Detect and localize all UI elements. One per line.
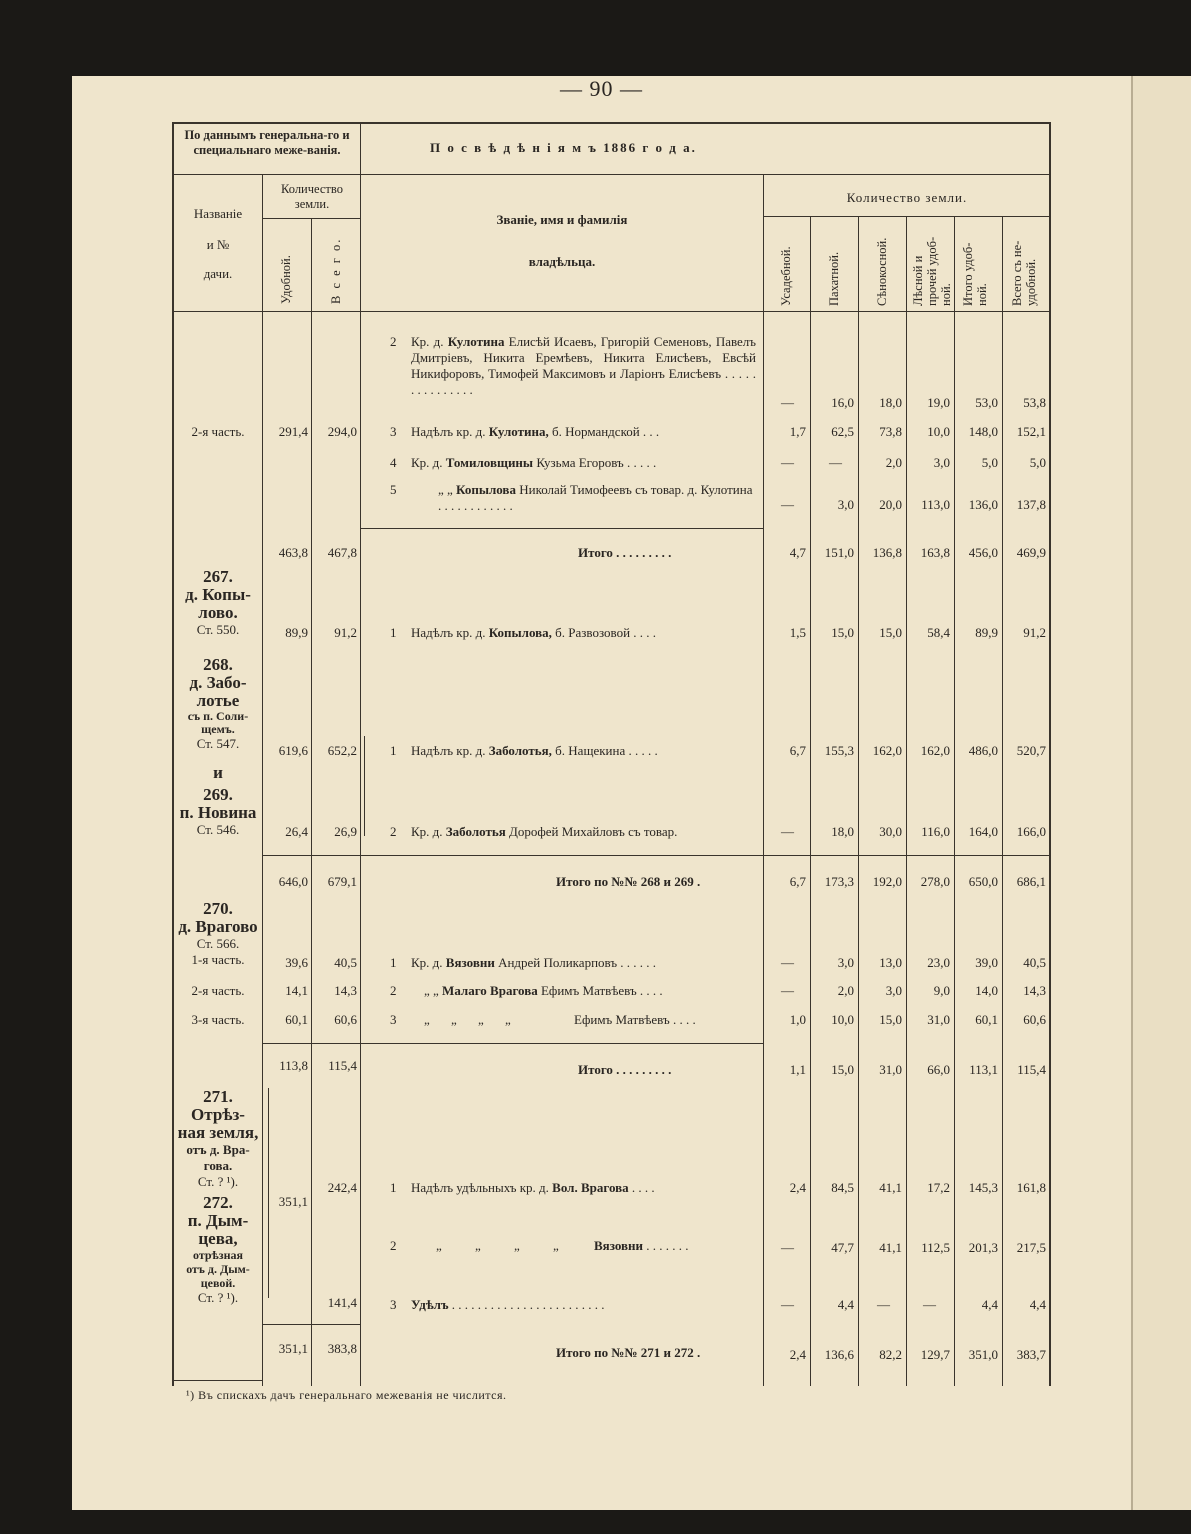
brace-271-272-right (360, 1088, 367, 1298)
owner-cell: Кр. д. Томиловщины Кузьма Егоровъ . . . . . (411, 455, 657, 470)
owner-cell: Кр. д. Заболотья Дорофей Михайловъ съ товар. (411, 824, 678, 839)
cell-us: 4,7 (789, 545, 806, 560)
cell-le: 66,0 (927, 1062, 950, 1077)
dacha-sub-line: съ п. Соли- (187, 709, 249, 723)
cell-us: — (781, 1297, 794, 1312)
dacha-number: 268. (203, 655, 233, 674)
cell-it: 456,0 (968, 545, 998, 560)
dacha-name-line: ная земля, (177, 1123, 259, 1142)
cell-vs: 137,8 (1016, 497, 1046, 512)
cell-le: 113,0 (921, 497, 950, 512)
row-num: 2 (390, 824, 397, 839)
cell-it: 351,0 (968, 1347, 998, 1362)
cell-vsego: 294,0 (327, 424, 357, 439)
row-num: 3 (390, 424, 397, 439)
cell-vs: 686,1 (1016, 874, 1046, 889)
header-left-group: По даннымъ генеральна-го и специальнаго меже-ванія. (184, 128, 350, 157)
cell-se: 73,8 (879, 424, 902, 439)
dacha-number: 270. (203, 899, 233, 918)
col-sep-pa (858, 216, 859, 1386)
dacha-name-line: лотье (196, 691, 240, 710)
header-qty-left: Количество земли. (281, 182, 343, 211)
cell-it: 14,0 (975, 983, 998, 998)
cell-se: 15,0 (879, 625, 902, 640)
cell-se: 162,0 (872, 743, 902, 758)
dacha-sub-line: отъ д. Дым- (186, 1262, 250, 1276)
footnote: ¹) Въ спискахъ дачъ генеральнаго межеванія не числится. (186, 1388, 507, 1402)
cell-it: 5,0 (981, 455, 998, 470)
owner-rule (360, 528, 763, 529)
brace-268-269 (358, 736, 365, 836)
cell-se: 20,0 (879, 497, 902, 512)
header-bottom-rule (172, 311, 1050, 312)
rule-268-269 (262, 855, 1050, 856)
row-num: 1 (390, 743, 397, 758)
table-right-border (1049, 122, 1051, 1386)
cell-us: — (781, 395, 794, 410)
cell-it: 53,0 (975, 395, 998, 410)
cell-vsego: 242,4 (327, 1180, 357, 1195)
cell-it: 145,3 (968, 1180, 998, 1195)
cell-pa: 10,0 (831, 1012, 854, 1027)
cell-pa: 16,0 (831, 395, 854, 410)
cell-vs: 91,2 (1023, 625, 1046, 640)
owner-cell: Надѣлъ кр. д. Копылова, б. Развозовой . . . . (411, 625, 657, 640)
col-sep-name (262, 174, 263, 1386)
cell-pa: 62,5 (831, 424, 854, 439)
table-bottom-rule (172, 1380, 262, 1381)
table-top-rule (172, 122, 1050, 124)
cell-vs: 115,4 (1017, 1062, 1046, 1077)
dacha-and: и (213, 763, 223, 782)
cell-it: 148,0 (968, 424, 998, 439)
dacha-271 (174, 1088, 262, 1190)
owner-cell: Вязовни . . . . . . . (594, 1238, 689, 1253)
cell-it: 486,0 (968, 743, 998, 758)
total-label: Итого по №№ 271 и 272 . (556, 1345, 701, 1360)
dacha-number: 271. (203, 1087, 233, 1106)
dacha-name-line: д. Забо- (189, 673, 247, 692)
page-number: — 90 — (560, 76, 643, 101)
dacha-name-line: отъ д. Вра- (186, 1142, 250, 1157)
cell-udob: 89,9 (285, 625, 308, 640)
dacha-name-line: д. Копы- (185, 585, 251, 604)
cell-vsego: 91,2 (334, 625, 357, 640)
cell-vs: 217,5 (1016, 1240, 1046, 1255)
qty-rule (262, 1324, 360, 1325)
row-name: 2-я часть. (191, 983, 245, 998)
cell-le: 3,0 (933, 455, 950, 470)
cell-us: — (781, 1240, 794, 1255)
cell-vs: 520,7 (1016, 743, 1046, 758)
owner-cell-quotes: „ „ „ „ (424, 1012, 511, 1027)
header-owner-2: владѣльца. (528, 254, 596, 269)
dacha-270 (174, 900, 262, 968)
cell-us: 1,5 (789, 625, 806, 640)
row-num: 1 (390, 955, 397, 970)
cell-us: 1,1 (789, 1062, 806, 1077)
cell-se: 31,0 (879, 1062, 902, 1077)
cell-udob: 26,4 (285, 824, 308, 839)
cell-it: 164,0 (968, 824, 998, 839)
cell-vs: 40,5 (1023, 955, 1046, 970)
dacha-st: Ст. 546. (196, 822, 240, 837)
cell-se: 2,0 (885, 455, 902, 470)
dacha-name-line: лово. (198, 603, 238, 622)
header-it: Итого удоб-ной. (961, 242, 989, 306)
cell-vs: 14,3 (1023, 983, 1046, 998)
owner-cell: Кр. д. Вязовни Андрей Поликарповъ . . . . . . (411, 955, 657, 970)
dacha-sub-line: цевой. (200, 1276, 236, 1290)
cell-vsego: 14,3 (334, 983, 357, 998)
cell-vsego: 26,9 (334, 824, 357, 839)
cell-vsego: 652,2 (327, 743, 357, 758)
row-num: 1 (390, 625, 397, 640)
cell-le: 162,0 (920, 743, 950, 758)
row-name: 3-я часть. (191, 1012, 245, 1027)
cell-it: 89,9 (975, 625, 998, 640)
cell-le: 9,0 (933, 983, 950, 998)
col-sep-se (906, 216, 907, 1386)
cell-vs: 161,8 (1016, 1180, 1046, 1195)
header-owner-1: Званіе, имя и фамилія (496, 212, 628, 227)
header-se: Сѣнокосной. (875, 237, 889, 306)
cell-udob: 60,1 (285, 1012, 308, 1027)
header-pa: Пахатной. (827, 251, 841, 306)
cell-it: 60,1 (975, 1012, 998, 1027)
cell-pa: 15,0 (831, 625, 854, 640)
cell-it: 39,0 (975, 955, 998, 970)
header-vs: Всего съ не-удобной. (1010, 240, 1038, 306)
row-num: 2 (390, 334, 397, 349)
cell-se: 18,0 (879, 395, 902, 410)
dacha-267 (174, 568, 262, 638)
cell-vsego: 60,6 (334, 1012, 357, 1027)
dacha-272 (174, 1194, 262, 1306)
dacha-part: 1-я часть. (191, 952, 245, 967)
cell-us: — (781, 955, 794, 970)
cell-pa: 136,6 (824, 1347, 854, 1362)
cell-us: — (781, 983, 794, 998)
owner-cell-quotes: „ „ „ „ (436, 1238, 559, 1253)
col-sep-owner (763, 174, 764, 1386)
row-num: 3 (390, 1297, 397, 1312)
cell-vsego: 467,8 (327, 545, 357, 560)
cell-le: 31,0 (927, 1012, 950, 1027)
dacha-name-line: Отрѣз- (191, 1105, 245, 1124)
header-name-2: и № (206, 237, 230, 252)
cell-vs: 383,7 (1016, 1347, 1046, 1362)
cell-udob: 619,6 (278, 743, 308, 758)
dacha-number: 269. (203, 785, 233, 804)
cell-vsego: 679,1 (327, 874, 357, 889)
owner-cell: Ефимъ Матвѣевъ . . . . (574, 1012, 696, 1027)
cell-pa: 151,0 (824, 545, 854, 560)
cell-it: 201,3 (968, 1240, 998, 1255)
dacha-sub-line: щемъ. (201, 722, 235, 736)
header-name-1: Названіе (193, 206, 243, 221)
row-num: 2 (390, 983, 397, 998)
cell-pa: 15,0 (831, 1062, 854, 1077)
cell-vs: 4,4 (1029, 1297, 1046, 1312)
cell-pa: — (829, 455, 842, 470)
cell-it: 4,4 (981, 1297, 998, 1312)
dacha-268 (174, 656, 262, 752)
cell-pa: 4,4 (837, 1297, 854, 1312)
col-sep-it (1002, 216, 1003, 1386)
cell-udob: 646,0 (278, 874, 308, 889)
cell-udob: 14,1 (285, 983, 308, 998)
dacha-sub-line: отрѣзная (193, 1248, 243, 1262)
cell-le: 129,7 (920, 1347, 950, 1362)
cell-le: 278,0 (920, 874, 950, 889)
cell-se: 15,0 (879, 1012, 902, 1027)
cell-us: 6,7 (789, 743, 806, 758)
cell-pa: 173,3 (824, 874, 854, 889)
dacha-name-line: цева, (198, 1229, 238, 1248)
cell-pa: 18,0 (831, 824, 854, 839)
cell-vs: 53,8 (1023, 395, 1046, 410)
next-page-edge (1131, 76, 1191, 1510)
cell-pa: 84,5 (831, 1180, 854, 1195)
cell-vs: 469,9 (1016, 545, 1046, 560)
cell-se: 30,0 (879, 824, 902, 839)
cell-le: 17,2 (927, 1180, 950, 1195)
cell-se: — (877, 1297, 890, 1312)
cell-us: 2,4 (789, 1180, 806, 1195)
cell-se: 3,0 (885, 983, 902, 998)
dacha-name-line: д. Врагово (178, 917, 258, 936)
dacha-st: Ст. ? ¹). (197, 1290, 239, 1305)
cell-le: 116,0 (921, 824, 950, 839)
total-label: Итого . . . . . . . . . (578, 1062, 672, 1077)
cell-vs: 166,0 (1016, 824, 1046, 839)
cell-vsego: 40,5 (334, 955, 357, 970)
row-num: 4 (390, 455, 397, 470)
header-le: Лѣсной и прочей удоб-ной. (911, 236, 953, 306)
dacha-st: Ст. 550. (196, 622, 240, 637)
row-name: 2-я часть. (191, 424, 245, 439)
dacha-269 (174, 764, 262, 838)
brace-271-272-left (268, 1088, 275, 1298)
cell-vsego: 383,8 (327, 1341, 357, 1356)
cell-pa: 3,0 (837, 955, 854, 970)
header-rule-1 (172, 174, 1050, 175)
cell-le: 112,5 (921, 1240, 950, 1255)
cell-it: 650,0 (968, 874, 998, 889)
owner-cell: Надѣлъ кр. д. Заболотья, б. Нащекина . . . . . (411, 743, 658, 758)
cell-udob: 351,1 (278, 1194, 308, 1209)
cell-vsego: 115,4 (328, 1058, 357, 1073)
cell-pa: 3,0 (837, 497, 854, 512)
cell-vs: 60,6 (1023, 1012, 1046, 1027)
dacha-st: Ст. 566. (196, 936, 240, 951)
cell-se: 136,8 (872, 545, 902, 560)
header-qty-right: Количество земли. (846, 190, 968, 205)
cell-us: — (781, 455, 794, 470)
cell-le: — (923, 1297, 936, 1312)
cell-pa: 155,3 (824, 743, 854, 758)
col-sep-le (954, 216, 955, 1386)
cell-le: 58,4 (927, 625, 950, 640)
row-num: 1 (390, 1180, 397, 1195)
cell-udob: 113,8 (279, 1058, 308, 1073)
cell-udob: 39,6 (285, 955, 308, 970)
cell-it: 113,1 (969, 1062, 998, 1077)
owner-cell: Кр. д. Кулотина Елисѣй Исаевъ, Григорій Семеновъ, Павелъ Дмитріевъ, Никита Еремѣевъ, Никита Елисѣевъ, Евсѣй Никифоровъ, Тимофей Максимовъ и Ларіонъ Елисѣевъ . . . . . . . . . . . . . . . (411, 334, 757, 397)
header-udob: Удобной. (279, 255, 293, 304)
cell-us: 1,7 (789, 424, 806, 439)
cell-le: 23,0 (927, 955, 950, 970)
cell-us: 6,7 (789, 874, 806, 889)
cell-se: 82,2 (879, 1347, 902, 1362)
cell-pa: 47,7 (831, 1240, 854, 1255)
row-num: 5 (390, 482, 397, 497)
cell-le: 19,0 (927, 395, 950, 410)
cell-vs: 5,0 (1029, 455, 1046, 470)
header-right-group: П о с в ѣ д ѣ н і я м ъ 1886 г о д а. (430, 140, 697, 155)
cell-pa: 2,0 (837, 983, 854, 998)
col-sep-us (810, 216, 811, 1386)
qty-rule (262, 1043, 360, 1044)
owner-cell: „ „ Копылова Николай Тимофеевъ съ товар. д. Кулотина . . . . . . . . . . . . (438, 482, 753, 513)
owner-rule (360, 1043, 763, 1044)
cell-us: 2,4 (789, 1347, 806, 1362)
dacha-name-line: п. Дым- (187, 1211, 249, 1230)
owner-cell: Надѣлъ удѣльныхъ кр. д. Вол. Врагова . . . . (411, 1180, 655, 1195)
owner-cell: Удѣлъ . . . . . . . . . . . . . . . . . . . . . . . . (411, 1297, 605, 1312)
cell-vs: 152,1 (1016, 424, 1046, 439)
dacha-number: 267. (203, 567, 233, 586)
cell-se: 41,1 (879, 1180, 902, 1195)
cell-us: — (781, 497, 794, 512)
dacha-st: Ст. 547. (196, 736, 240, 751)
dacha-number: 272. (203, 1193, 233, 1212)
cell-vsego: 141,4 (327, 1295, 357, 1310)
cell-le: 163,8 (920, 545, 950, 560)
cell-us: — (781, 824, 794, 839)
cell-le: 10,0 (927, 424, 950, 439)
owner-cell: „ „ Малаго Врагова Ефимъ Матвѣевъ . . . . (424, 983, 663, 998)
cell-udob: 463,8 (278, 545, 308, 560)
row-num: 3 (390, 1012, 397, 1027)
total-label: Итого . . . . . . . . . (578, 545, 672, 560)
header-name-3: дачи. (203, 266, 233, 281)
cell-udob: 351,1 (278, 1341, 308, 1356)
dacha-st: Ст. ? ¹). (197, 1174, 239, 1189)
owner-cell: Надѣлъ кр. д. Кулотина, б. Нормандской . . . (411, 424, 660, 439)
row-num: 2 (390, 1238, 397, 1253)
col-sep-udob (311, 218, 312, 1386)
cell-udob: 291,4 (278, 424, 308, 439)
cell-se: 13,0 (879, 955, 902, 970)
header-vsego: В с е г о. (329, 237, 343, 304)
cell-it: 136,0 (968, 497, 998, 512)
cell-se: 41,1 (879, 1240, 902, 1255)
cell-se: 192,0 (872, 874, 902, 889)
total-label: Итого по №№ 268 и 269 . (556, 874, 701, 889)
dacha-name-line: п. Новина (179, 803, 257, 822)
dacha-name-line: гова. (203, 1158, 233, 1173)
cell-us: 1,0 (789, 1012, 806, 1027)
header-us: Усадебной. (779, 246, 793, 306)
